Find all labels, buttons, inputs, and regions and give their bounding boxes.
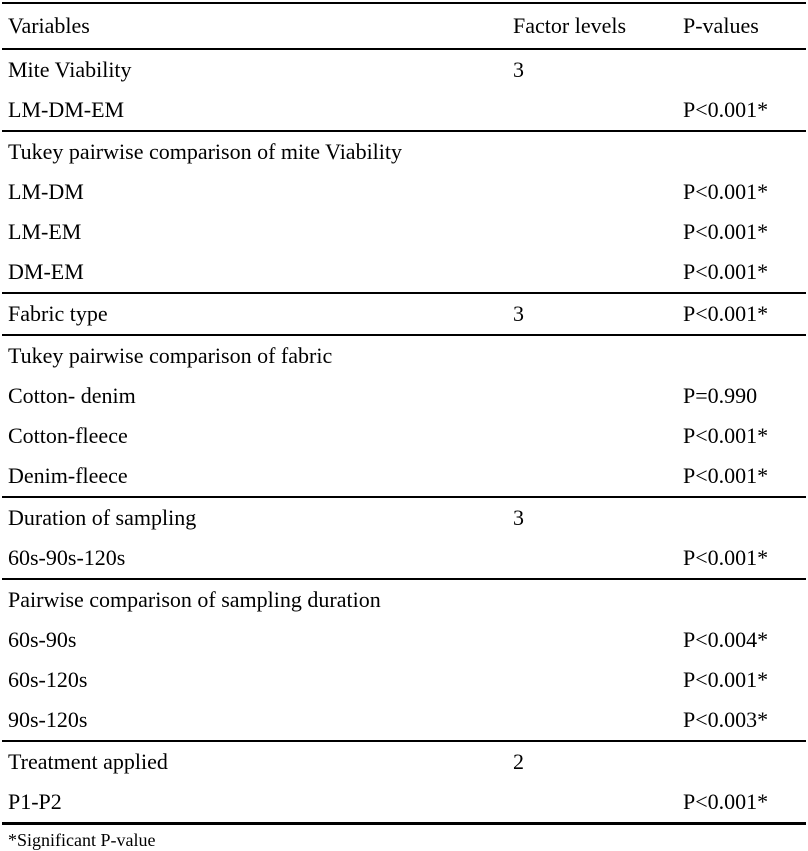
cell-p-value: P<0.001*	[683, 667, 769, 692]
cell-p-value: P<0.004*	[683, 627, 769, 652]
cell-factor-levels	[507, 456, 677, 497]
cell-factor-levels	[507, 700, 677, 741]
cell-p-value	[677, 131, 806, 172]
header-variables: Variables	[2, 3, 507, 49]
cell-p-value: P<0.001*	[683, 545, 769, 570]
cell-factor-levels	[507, 335, 677, 376]
cell-factor-levels	[507, 90, 677, 131]
cell-p-value: P<0.001*	[677, 293, 806, 335]
cell-variable: 60s-90s-120s	[8, 545, 126, 570]
cell-factor-levels	[507, 660, 677, 700]
significance-footnote: *Significant P-value	[8, 830, 156, 850]
cell-variable: Denim-fleece	[8, 463, 128, 488]
cell-variable: LM-EM	[8, 219, 82, 244]
table-row	[2, 252, 806, 293]
cell-factor-levels: 3	[513, 57, 524, 82]
cell-factor-levels	[507, 131, 677, 172]
table-header-row	[2, 3, 806, 49]
cell-p-value: P=0.990	[683, 383, 758, 408]
cell-factor-levels: 3	[507, 497, 677, 538]
results-table-container	[2, 2, 806, 851]
cell-factor-levels	[507, 538, 677, 579]
table-row	[2, 376, 806, 416]
cell-factor-levels	[507, 376, 677, 416]
table-row	[2, 620, 806, 660]
cell-variable: 60s-120s	[8, 667, 88, 692]
table-row	[2, 700, 806, 741]
cell-p-value	[677, 579, 806, 620]
cell-factor-levels	[507, 212, 677, 252]
cell-variable: Cotton- denim	[8, 383, 136, 408]
cell-factor-levels	[507, 782, 677, 824]
cell-p-value: P<0.001*	[677, 782, 806, 824]
table-row	[2, 660, 806, 700]
cell-p-value: P<0.001*	[683, 179, 769, 204]
cell-factor-levels	[507, 172, 677, 212]
cell-factor-levels	[507, 416, 677, 456]
results-table	[2, 2, 806, 825]
cell-variable: Cotton-fleece	[8, 423, 128, 448]
cell-variable: LM-DM-EM	[8, 97, 125, 122]
cell-variable: Mite Viability	[8, 57, 132, 82]
table-row	[2, 49, 806, 90]
cell-p-value	[677, 335, 806, 376]
cell-variable: P1-P2	[2, 782, 507, 824]
table-row	[2, 782, 806, 824]
cell-variable: Tukey pairwise comparison of mite Viability	[2, 131, 507, 172]
table-row	[2, 741, 806, 782]
table-row	[2, 90, 806, 131]
table-row	[2, 335, 806, 376]
cell-p-value: P<0.001*	[683, 219, 769, 244]
table-row	[2, 456, 806, 497]
cell-variable: Treatment applied	[2, 741, 507, 782]
cell-variable: Fabric type	[2, 293, 507, 335]
cell-p-value	[677, 49, 806, 90]
cell-factor-levels	[507, 579, 677, 620]
table-row	[2, 293, 806, 335]
cell-factor-levels	[507, 620, 677, 660]
cell-p-value: P<0.003*	[683, 707, 769, 732]
table-row	[2, 538, 806, 579]
cell-variable: Pairwise comparison of sampling duration	[2, 579, 507, 620]
table-row	[2, 579, 806, 620]
cell-variable: DM-EM	[8, 259, 84, 284]
table-row	[2, 416, 806, 456]
table-row	[2, 212, 806, 252]
cell-variable: Tukey pairwise comparison of fabric	[2, 335, 507, 376]
cell-p-value: P<0.001*	[683, 259, 769, 284]
cell-factor-levels: 2	[507, 741, 677, 782]
header-p-values: P-values	[677, 3, 806, 49]
cell-p-value: P<0.001*	[683, 423, 769, 448]
cell-p-value	[677, 497, 806, 538]
cell-variable: LM-DM	[8, 179, 84, 204]
table-row	[2, 172, 806, 212]
cell-p-value: P<0.001*	[683, 97, 769, 122]
cell-variable: 60s-90s	[8, 627, 77, 652]
table-row	[2, 131, 806, 172]
table-row	[2, 497, 806, 538]
header-factor-levels: Factor levels	[507, 3, 677, 49]
cell-p-value: P<0.001*	[683, 463, 769, 488]
cell-variable: Duration of sampling	[2, 497, 507, 538]
cell-factor-levels: 3	[507, 293, 677, 335]
cell-p-value	[677, 741, 806, 782]
cell-factor-levels	[507, 252, 677, 293]
cell-variable: 90s-120s	[8, 707, 88, 732]
